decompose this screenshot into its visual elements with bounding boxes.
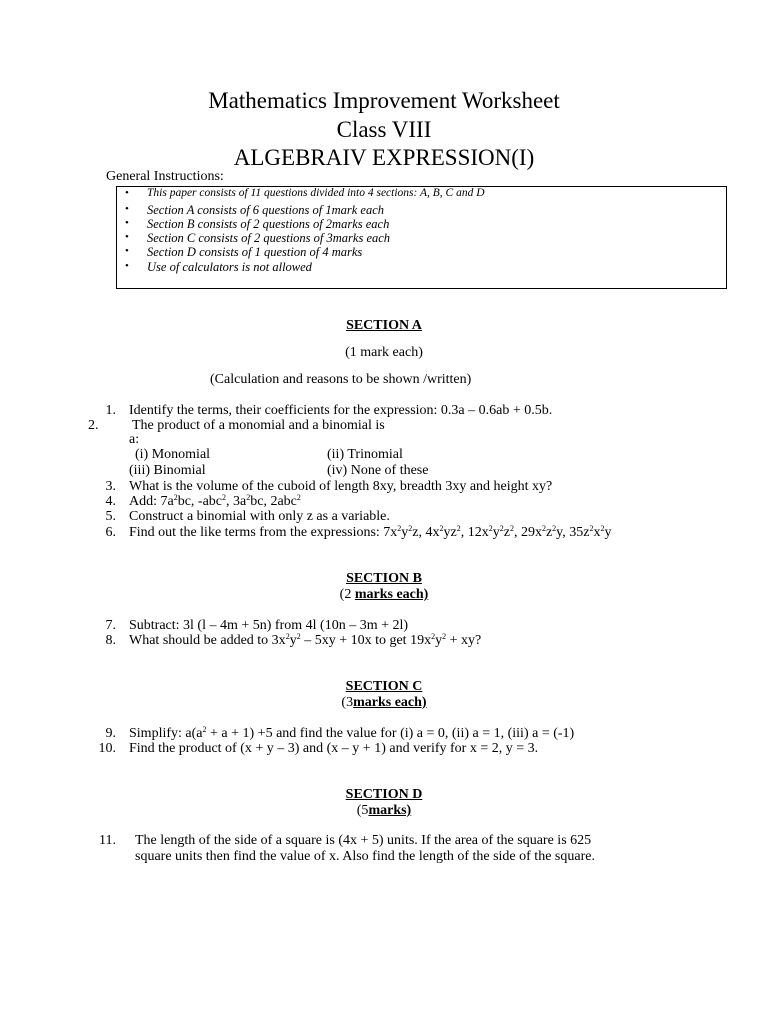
question-number: 1.	[105, 403, 116, 418]
option-ii: (ii) Trinomial	[327, 447, 403, 462]
question-number: 9.	[105, 726, 116, 741]
section-d-heading: SECTION D	[345, 787, 423, 802]
instruction-text: Section D consists of 1 question of 4 marks	[147, 245, 363, 259]
section-d-marks: (5marks)	[356, 803, 412, 818]
question-5-text: Construct a binomial with only z as a variable.	[129, 509, 390, 524]
section-b-marks: (2 marks each)	[339, 587, 429, 602]
section-a-heading: SECTION A	[346, 318, 422, 333]
bullet-icon: •	[125, 245, 129, 257]
question-number: 6.	[105, 525, 116, 540]
question-2-text: The product of a monomial and a binomial is	[132, 418, 385, 433]
question-9-text: Simplify: $a(a^2 + a + 1) +5$ and find the value for (i) a = 0, (ii) a = 1, (iii) a = (-1)	[129, 725, 575, 741]
question-4-text: Add: $7a^2bc$, -abc$^2$, $3a^2bc$, 2abc$^2$	[129, 493, 301, 509]
instructions-heading: General Instructions:	[106, 169, 224, 184]
section-c-heading: SECTION C	[345, 679, 423, 694]
section-b-heading: SECTION B	[346, 571, 422, 586]
bullet-icon: •	[125, 187, 129, 199]
section-a-marks: (1 mark each)	[345, 345, 423, 360]
question-number: 5.	[105, 509, 116, 524]
question-number: 7.	[105, 618, 116, 633]
question-7-text: Subtract: 3l (l – 4m + 5n) from 4l (10n – 3m + 2l)	[129, 618, 409, 633]
section-c-marks: (3marks each)	[341, 695, 427, 710]
question-number: 3.	[105, 479, 116, 494]
instruction-text: Section B consists of 2 questions of 2marks each	[147, 217, 390, 231]
question-8-text: What should be added to $3x^2y^2 - 5xy + 10x$ to get $19x^2y^2$ + xy?	[129, 632, 482, 648]
bullet-icon: •	[125, 231, 129, 243]
question-10-text: Find the product of (x + y – 3) and (x – y + 1) and verify for x = 2, y = 3.	[129, 741, 539, 756]
instruction-text: Section A consists of 6 questions of 1mark each	[147, 203, 385, 217]
question-1-text: Identify the terms, their coefficients for the expression: 0.3a – 0.6ab + 0.5b.	[129, 403, 553, 418]
question-2-continuation: a:	[129, 432, 140, 447]
question-11-text-continuation: square units then find the value of x. Also find the length of the side of the square.	[135, 849, 595, 864]
instruction-text: Use of calculators is not allowed	[147, 260, 312, 274]
question-3-text: What is the volume of the cuboid of length 8xy, breadth 3xy and height xy?	[129, 479, 553, 494]
question-number: 11.	[99, 833, 116, 848]
question-number: 10.	[98, 741, 116, 756]
section-a-note: (Calculation and reasons to be shown /written)	[210, 372, 472, 387]
instructions-box	[116, 186, 727, 289]
question-number: 8.	[105, 633, 116, 648]
class-label: Class VIII	[336, 117, 432, 142]
bullet-icon: •	[125, 260, 129, 272]
bullet-icon: •	[125, 217, 129, 229]
question-number: 2.	[88, 418, 99, 433]
bullet-icon: •	[125, 203, 129, 215]
instruction-text: Section C consists of 2 questions of 3marks each	[147, 231, 391, 245]
chapter-title: ALGEBRAIV EXPRESSION(I)	[233, 145, 535, 170]
question-6-text: Find out the like terms from the expressions: $7x^2y^2z$, $4x^2yz^2$, $12x^2y^2z^2$, $29x^2z^2y$, $35z^2x^2y$	[129, 524, 612, 540]
question-11-text: The length of the side of a square is (4x + 5) units. If the area of the square is 625	[135, 833, 592, 848]
question-number: 4.	[105, 494, 116, 509]
option-iv: (iv) None of these	[327, 463, 429, 478]
worksheet-title: Mathematics Improvement Worksheet	[208, 88, 560, 113]
option-i: (i) Monomial	[135, 447, 211, 462]
instruction-text: This paper consists of 11 questions divided into 4 sections: A, B, C and D	[147, 187, 485, 199]
option-iii: (iii) Binomial	[129, 463, 206, 478]
